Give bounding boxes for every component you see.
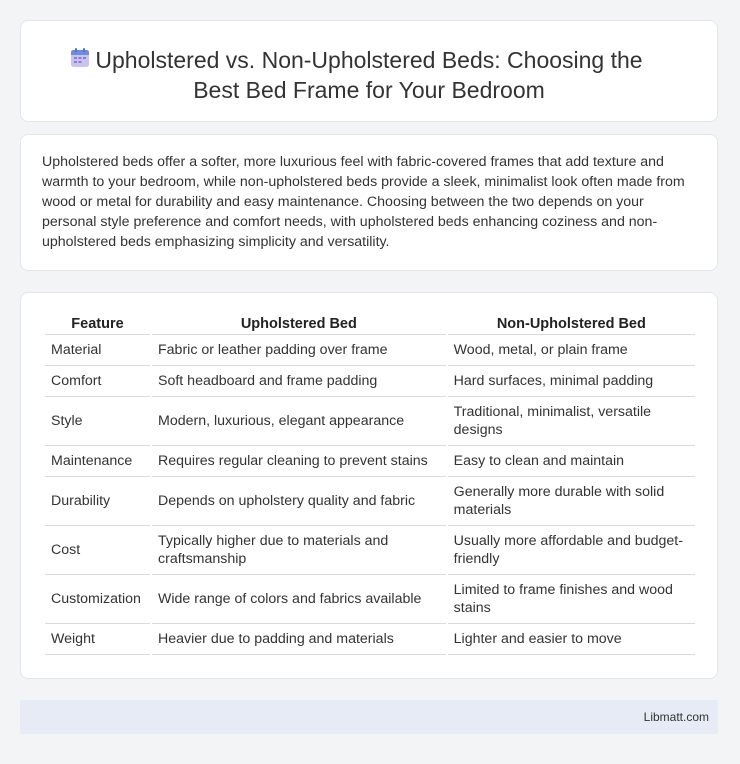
header-non-upholstered: Non-Upholstered Bed xyxy=(448,313,695,335)
feature-cell: Style xyxy=(45,397,150,446)
comparison-card xyxy=(20,292,718,679)
page-title-line2: Best Bed Frame for Your Bedroom xyxy=(193,77,545,103)
table-row xyxy=(45,477,695,526)
table-row xyxy=(45,526,695,575)
table-row xyxy=(45,397,695,446)
non-upholstered-cell: Generally more durable with solid materials xyxy=(448,477,695,526)
upholstered-cell: Heavier due to padding and materials xyxy=(152,624,446,655)
intro-card xyxy=(20,134,718,271)
upholstered-cell: Soft headboard and frame padding xyxy=(152,366,446,397)
title-card xyxy=(20,20,718,122)
intro-paragraph: Upholstered beds offer a softer, more luxurious feel with fabric-covered frames that add texture and warmth to your bedroom, while non-upholstered beds provide a sleek, minimalist look often made from wood or metal for durability and easy maintenance. Choosing between the two depends on your personal style preference and comfort needs, with upholstered beds enhancing coziness and non-upholstered beds emphasizing simplicity and versatility. xyxy=(42,154,685,250)
feature-cell: Material xyxy=(45,335,150,366)
non-upholstered-cell: Traditional, minimalist, versatile designs xyxy=(448,397,695,446)
table-row xyxy=(45,575,695,624)
page-title xyxy=(21,45,717,105)
upholstered-cell: Depends on upholstery quality and fabric xyxy=(152,477,446,526)
header-upholstered: Upholstered Bed xyxy=(152,313,446,335)
page-title-line1: Upholstered vs. Non-Upholstered Beds: Choosing the xyxy=(95,47,643,73)
non-upholstered-cell: Limited to frame finishes and wood stains xyxy=(448,575,695,624)
table-row xyxy=(45,335,695,366)
feature-cell: Maintenance xyxy=(45,446,150,477)
non-upholstered-cell: Easy to clean and maintain xyxy=(448,446,695,477)
feature-cell: Weight xyxy=(45,624,150,655)
feature-cell: Durability xyxy=(45,477,150,526)
comparison-table xyxy=(43,313,697,655)
table-row xyxy=(45,624,695,655)
header-feature: Feature xyxy=(45,313,150,335)
upholstered-cell: Requires regular cleaning to prevent stains xyxy=(152,446,446,477)
table-row xyxy=(45,366,695,397)
table-header-row xyxy=(45,313,695,335)
table-row xyxy=(45,446,695,477)
non-upholstered-cell: Hard surfaces, minimal padding xyxy=(448,366,695,397)
upholstered-cell: Fabric or leather padding over frame xyxy=(152,335,446,366)
upholstered-cell: Typically higher due to materials and craftsmanship xyxy=(152,526,446,575)
non-upholstered-cell: Wood, metal, or plain frame xyxy=(448,335,695,366)
upholstered-cell: Wide range of colors and fabrics available xyxy=(152,575,446,624)
upholstered-cell: Modern, luxurious, elegant appearance xyxy=(152,397,446,446)
footer-bar xyxy=(20,700,718,734)
footer-site-link[interactable]: Libmatt.com xyxy=(643,710,709,724)
feature-cell: Comfort xyxy=(45,366,150,397)
non-upholstered-cell: Usually more affordable and budget-friendly xyxy=(448,526,695,575)
feature-cell: Customization xyxy=(45,575,150,624)
non-upholstered-cell: Lighter and easier to move xyxy=(448,624,695,655)
feature-cell: Cost xyxy=(45,526,150,575)
